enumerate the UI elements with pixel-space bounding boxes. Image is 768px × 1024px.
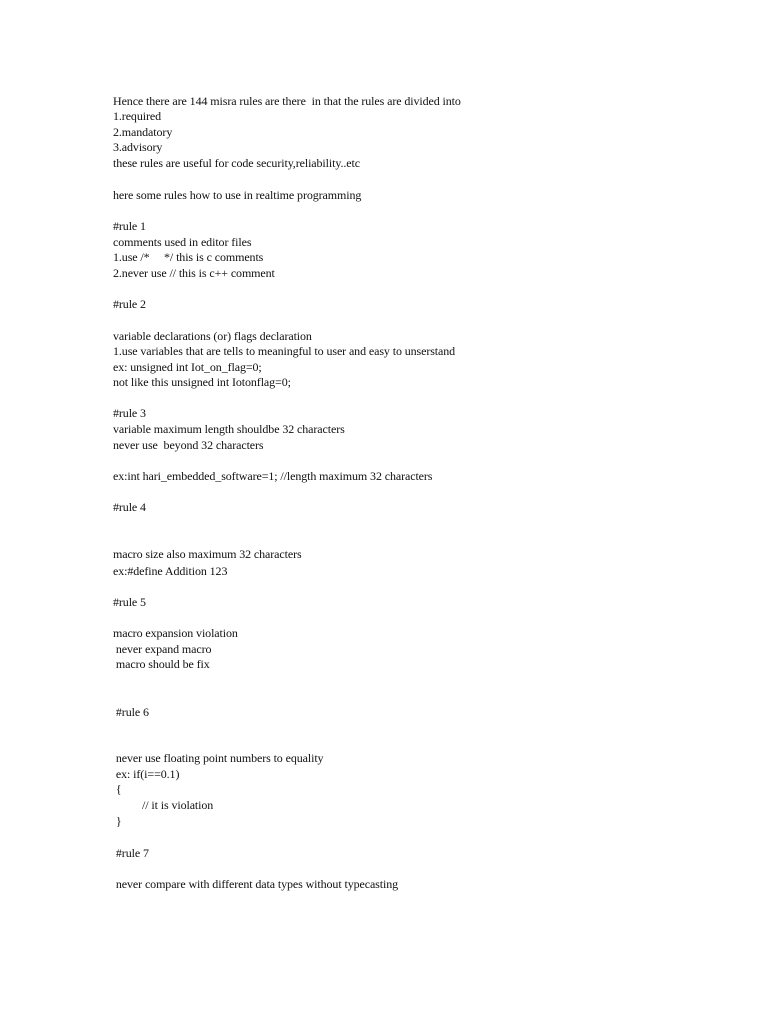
rule1-heading: #rule 1 xyxy=(113,219,146,233)
rule4-line: macro size also maximum 32 characters xyxy=(113,547,302,561)
rule4-heading: #rule 4 xyxy=(113,500,146,514)
rule2-heading: #rule 2 xyxy=(113,297,146,311)
rule6-code-comment: // it is violation xyxy=(142,798,214,812)
rule6-code-line: { xyxy=(113,782,122,796)
rule5-line: macro expansion violation xyxy=(113,626,238,640)
intro-line: Hence there are 144 misra rules are there in that the rules are divided into xyxy=(113,94,461,108)
rule7-heading: #rule 7 xyxy=(113,846,149,860)
rule6-code-line: } xyxy=(113,814,122,828)
intro-list-item: 2.mandatory xyxy=(113,125,173,139)
intro-list-item: 3.advisory xyxy=(113,140,163,154)
rule1-line: 2.never use // this is c++ comment xyxy=(113,266,275,280)
rule2-line: 1.use variables that are tells to meaningful to user and easy to unserstand xyxy=(113,344,456,358)
rule6-heading: #rule 6 xyxy=(113,705,149,719)
rule6-code-line: ex: if(i==0.1) xyxy=(113,767,180,781)
rule5-heading: #rule 5 xyxy=(113,595,146,609)
rule5-line: never expand macro xyxy=(113,642,212,656)
rule2-line: ex: unsigned int Iot_on_flag=0; xyxy=(113,360,262,374)
rule1-line: comments used in editor files xyxy=(113,235,252,249)
rule3-line: never use beyond 32 characters xyxy=(113,438,264,452)
usage-line: here some rules how to use in realtime programming xyxy=(113,188,362,202)
rule3-line: variable maximum length shouldbe 32 characters xyxy=(113,422,345,436)
rule7-line: never compare with different data types without typecasting xyxy=(113,877,399,891)
rule2-line: not like this unsigned int Iotonflag=0; xyxy=(113,375,291,389)
rule3-heading: #rule 3 xyxy=(113,406,146,420)
intro-line: these rules are useful for code security,reliability..etc xyxy=(113,156,360,170)
rule4-line: ex:#define Addition 123 xyxy=(113,564,228,578)
rule1-line: 1.use /* */ this is c comments xyxy=(113,250,264,264)
rule5-line: macro should be fix xyxy=(113,657,210,671)
intro-list-item: 1.required xyxy=(113,109,161,123)
rule6-line: never use floating point numbers to equality xyxy=(113,751,324,765)
rule3-line: ex:int hari_embedded_software=1; //length maximum 32 characters xyxy=(113,469,433,483)
rule2-line: variable declarations (or) flags declaration xyxy=(113,329,312,343)
